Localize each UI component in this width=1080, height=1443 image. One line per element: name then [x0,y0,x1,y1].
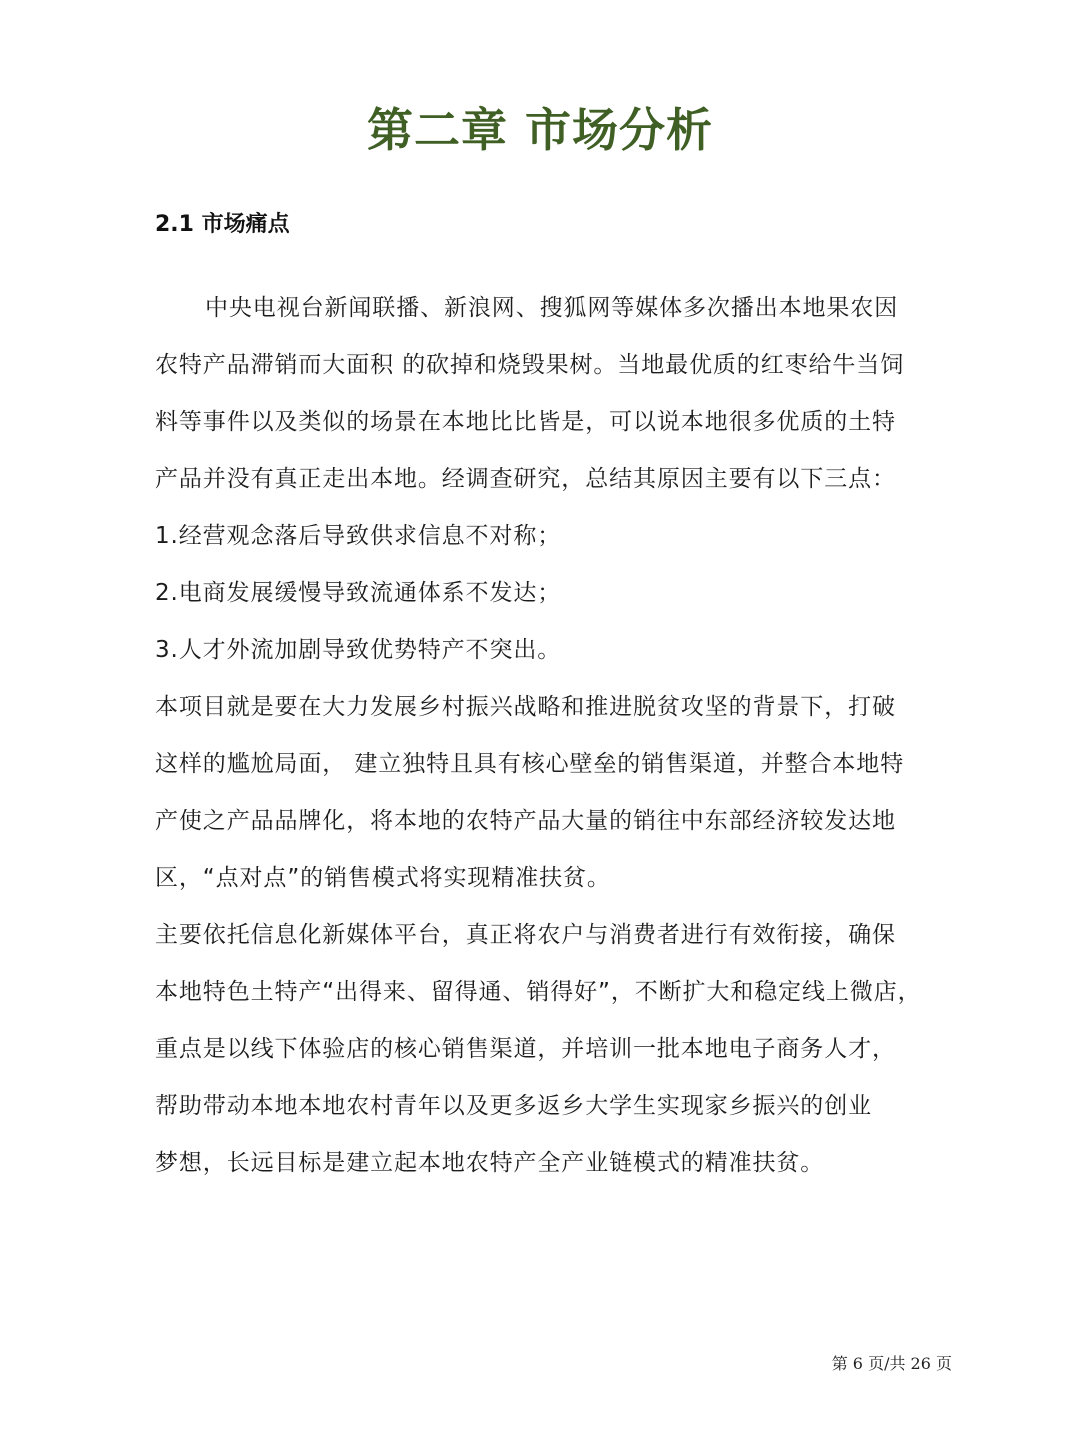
paragraph-line: 帮助带动本地本地农村青年以及更多返乡大学生实现家乡振兴的创业 [155,1093,872,1119]
paragraph-line: 这样的尴尬局面， 建立独特且具有核心壁垒的销售渠道，并整合本地特 [155,751,905,777]
list-item: 1.经营观念落后导致供求信息不对称； [155,523,562,549]
paragraph-line: 本地特色土特产“出得来、留得通、销得好”，不断扩大和稳定线上微店， [155,979,922,1005]
paragraph-line: 农特产品滞销而大面积 的砍掉和烧毁果树。当地最优质的红枣给牛当饲 [155,352,905,378]
paragraph-line: 中央电视台新闻联播、新浪网、搜狐网等媒体多次播出本地果农因 [205,295,899,321]
list-item: 2.电商发展缓慢导致流通体系不发达； [155,580,562,606]
chapter-title: 第二章 市场分析 [366,103,713,157]
section-heading: 2.1 市场痛点 [155,212,290,237]
list-item: 3.人才外流加剧导致优势特产不突出。 [155,637,562,663]
body-text [155,280,955,1192]
paragraph-line: 本项目就是要在大力发展乡村振兴战略和推进脱贫攻坚的背景下，打破 [155,694,896,720]
paragraph-line: 梦想，长远目标是建立起本地农特产全产业链模式的精准扶贫。 [155,1150,825,1176]
paragraph-line: 主要依托信息化新媒体平台，真正将农户与消费者进行有效衔接，确保 [155,922,896,948]
page-number: 第 6 页/共 26 页 [831,1354,952,1373]
paragraph-line: 产品并没有真正走出本地。经调查研究，总结其原因主要有以下三点： [155,466,896,492]
paragraph-line: 产使之产品品牌化，将本地的农特产品大量的销往中东部经济较发达地 [155,808,896,834]
paragraph-line: 重点是以线下体验店的核心销售渠道，并培训一批本地电子商务人才， [155,1036,896,1062]
paragraph-line: 料等事件以及类似的场景在本地比比皆是，可以说本地很多优质的土特 [155,409,896,435]
paragraph-line: 区，“点对点”的销售模式将实现精准扶贫。 [155,865,611,891]
